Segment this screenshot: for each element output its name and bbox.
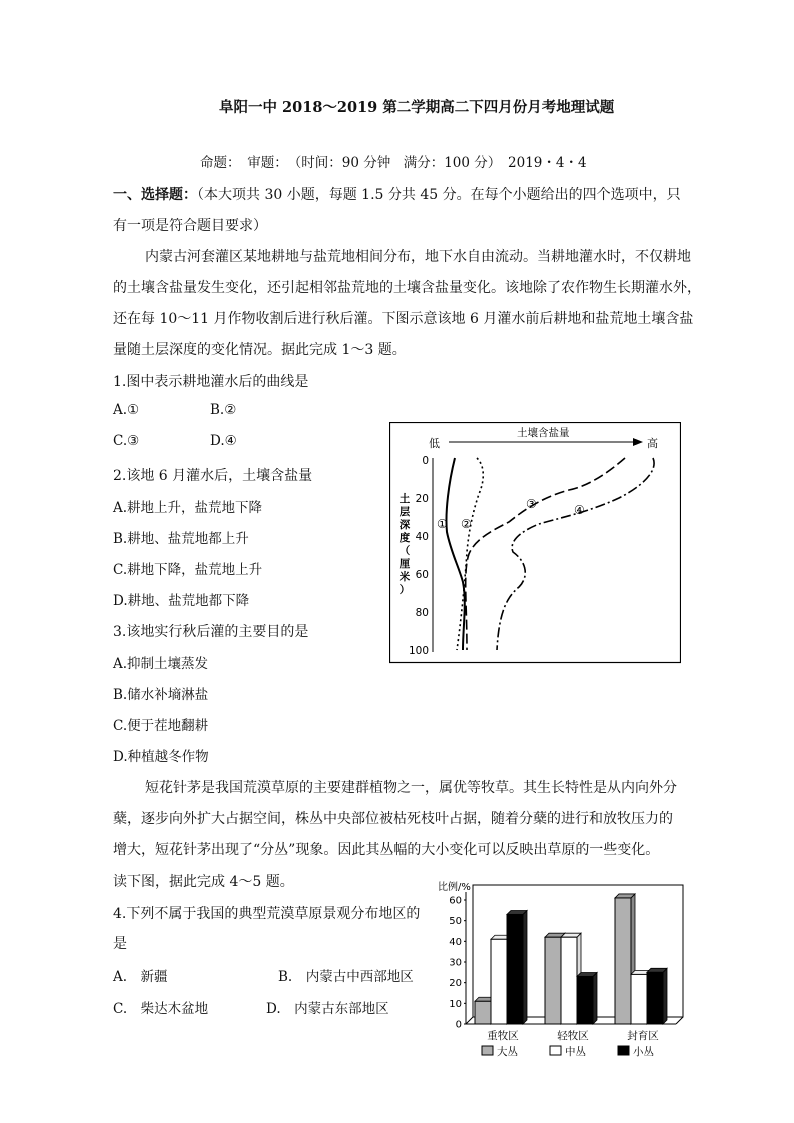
chart-bar-top [647, 968, 667, 972]
passage1-line2: 的土壤含盐量发生变化，还引起相邻盐荒地的土壤含盐量变化。该地除了农作物生长期灌水外， [113, 280, 701, 296]
q2-option-d[interactable]: D.耕地、盐荒地都下降 [113, 593, 250, 609]
chart-xtick-label: 封育区 [627, 1030, 659, 1042]
chart-bar-side [663, 968, 667, 1024]
q4-stem: 4.下列不属于我国的典型荒漠草原景观分布地区的 [113, 906, 421, 922]
q3-stem: 3.该地实行秋后灌的主要目的是 [113, 624, 309, 640]
bush-size-bar-chart [430, 876, 690, 1060]
curve-2-label: ② [461, 517, 472, 531]
section-desc-cont: 有一项是符合题目要求） [113, 218, 267, 234]
q1-option-c[interactable]: C.③ [113, 433, 140, 449]
chart-ytick-label: 10 [449, 998, 462, 1010]
q3-option-a[interactable]: A.抑制土壤蒸发 [113, 656, 209, 672]
chart-bar-side [593, 972, 597, 1024]
q3-option-d[interactable]: D.种植越冬作物 [113, 749, 209, 765]
ytick-20: 20 [415, 493, 429, 505]
legend-swatch [550, 1046, 561, 1055]
chart-xtick-label: 重牧区 [487, 1030, 519, 1042]
chart-ylabel: 比例/% [438, 882, 471, 893]
ylabel-char-1: 土 [399, 493, 411, 505]
chart-floor-edge-right [676, 1017, 683, 1024]
q3-option-c[interactable]: C.便于茬地翻耕 [113, 718, 209, 734]
legend-label: 大丛 [497, 1046, 518, 1058]
section-label: 一、选择题： [113, 187, 197, 203]
curve-4-label: ④ [574, 503, 585, 517]
q2-option-a[interactable]: A.耕地上升，盐荒地下降 [113, 500, 263, 516]
page-title: 阜阳一中 2018～2019 第二学期高二下四月份月考地理试题 [219, 99, 615, 116]
chart-bar-1-2 [491, 939, 507, 1024]
legend-label: 中丛 [565, 1046, 586, 1058]
chart-bar-3-2 [631, 974, 647, 1024]
chart-ytick-label: 40 [449, 936, 462, 948]
ytick-80: 80 [415, 607, 429, 619]
q1-option-b[interactable]: B.② [210, 402, 237, 418]
chart-ytick-label: 50 [449, 916, 462, 928]
salinity-axis-label: 土壤含盐量 [517, 427, 570, 439]
chart-bar-3-3 [647, 972, 663, 1024]
chart-bar-top [507, 910, 527, 914]
passage2-line1: 短花针茅是我国荒漠草原的主要建群植物之一，属优等牧草。其生长特性是从内向外分 [145, 780, 677, 796]
section-desc: （本大项共 30 小题，每题 1.5 分共 45 分。在每个小题给出的四个选项中，只 [197, 187, 681, 203]
chart-ytick-label: 0 [455, 1019, 462, 1031]
q4-option-c[interactable]: C. 柴达木盆地 [113, 1001, 209, 1017]
q4-option-a[interactable]: A. 新疆 [113, 969, 168, 985]
q2-option-b[interactable]: B.耕地、盐荒地都上升 [113, 531, 249, 547]
ylabel-char-8: ） [399, 584, 411, 596]
high-label: 高 [647, 437, 658, 450]
chart-xtick-label: 轻牧区 [557, 1030, 589, 1042]
chart-bar-side [523, 910, 527, 1024]
chart-bar-3-1 [615, 898, 631, 1024]
low-label: 低 [429, 437, 440, 450]
passage1-line3: 还在每 10～11 月作物收割后进行秋后灌。下图示意该地 6 月灌水前后耕地和盐荒地土壤含盐 [113, 311, 694, 327]
passage1-line4: 量随土层深度的变化情况。据此完成 1～3 题。 [113, 342, 406, 358]
q3-option-b[interactable]: B.储水补墒淋盐 [113, 687, 209, 703]
q1-option-a[interactable]: A.① [113, 402, 140, 418]
q2-stem: 2.该地 6 月灌水后，土壤含盐量 [113, 468, 313, 484]
ytick-40: 40 [415, 531, 429, 543]
q4-option-d[interactable]: D. 内蒙古东部地区 [266, 1001, 389, 1017]
passage2-line4: 读下图，据此完成 4～5 题。 [113, 874, 294, 890]
chart-bar-top [577, 972, 597, 976]
chart-ytick-label: 30 [449, 957, 462, 969]
chart-bar-1-3 [507, 914, 523, 1024]
chart-bar-2-3 [577, 976, 593, 1024]
passage2-line2: 蘖，逐步向外扩大占据空间，株丛中央部位被枯死枝叶占据，随着分蘖的进行和放牧压力的 [113, 811, 673, 827]
curve-3-label: ③ [526, 497, 537, 511]
chart-bar-1-1 [475, 1001, 491, 1024]
legend-swatch [618, 1046, 629, 1055]
ytick-0: 0 [422, 455, 429, 467]
soil-salinity-figure [389, 422, 681, 664]
ylabel-char-3: 深 [399, 519, 411, 531]
q2-option-c[interactable]: C.耕地下降，盐荒地上升 [113, 562, 263, 578]
ylabel-char-2: 层 [399, 506, 411, 518]
ytick-60: 60 [415, 569, 429, 581]
q1-option-d[interactable]: D.④ [210, 433, 237, 449]
chart-floor-edge [466, 1017, 473, 1024]
section-heading [113, 184, 681, 204]
exam-meta: 命题： 审题： （时间：90 分钟 满分：100 分） 2019・4・4 [200, 155, 587, 171]
chart-bar-top [615, 894, 635, 898]
chart-bar-2-2 [561, 937, 577, 1024]
ylabel-char-5: （ [399, 545, 411, 557]
chart-ytick-label: 20 [449, 978, 462, 990]
chart-bar-top [561, 933, 581, 937]
chart-bar-2-1 [545, 937, 561, 1024]
passage1-line1: 内蒙古河套灌区某地耕地与盐荒地相间分布，地下水自由流动。当耕地灌水时，不仅耕地 [145, 249, 691, 265]
ylabel-char-7: 米 [399, 571, 411, 583]
passage2-line3: 增大，短花针茅出现了“分丛”现象。因此其丛幅的大小变化可以反映出草原的一些变化。 [113, 842, 660, 858]
curve-1-label: ① [437, 517, 448, 531]
chart-ytick-label: 60 [449, 895, 462, 907]
ylabel-char-6: 厘 [399, 558, 411, 570]
legend-label: 小丛 [633, 1046, 654, 1058]
ytick-100: 100 [408, 645, 429, 657]
q4-option-b[interactable]: B. 内蒙古中西部地区 [278, 969, 414, 985]
q4-stem-cont: 是 [113, 936, 127, 952]
q1-stem: 1.图中表示耕地灌水后的曲线是 [113, 374, 309, 390]
ylabel-char-4: 度 [399, 532, 411, 544]
legend-swatch [482, 1046, 493, 1055]
